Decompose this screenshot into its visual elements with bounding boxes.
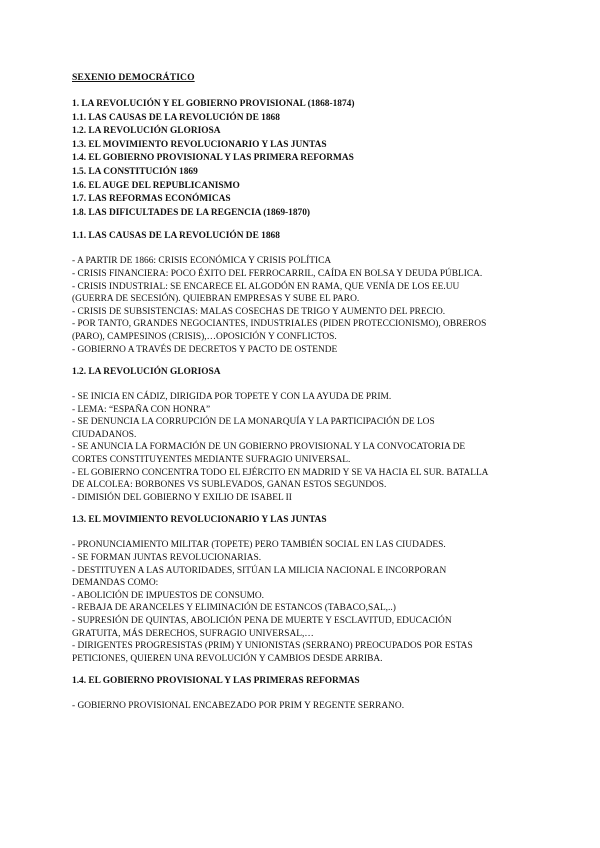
section-heading: 1.2. LA REVOLUCIÓN GLORIOSA <box>72 367 221 378</box>
bullet-line: DEMANDAS COMO: <box>72 578 159 589</box>
toc-item: 1.6. EL AUGE DEL REPUBLICANISMO <box>72 180 240 191</box>
bullet-item <box>72 539 532 552</box>
bullet-line: CORTES CONSTITUYENTES MEDIANTE SUFRAGIO UNIVERSAL. <box>72 455 351 466</box>
bullet-line: - CRISIS INDUSTRIAL: SE ENCARECE EL ALGODÓN EN RAMA, QUE VENÍA DE LOS EE.UU <box>72 281 460 292</box>
bullet-line: (GUERRA DE SECESIÓN). QUIEBRAN EMPRESAS Y SUBE EL PARO. <box>72 294 360 305</box>
bullet-line: DE ALCOLEA: BORBONES VS SUBLEVADOS, GANAN ESTOS SEGUNDOS. <box>72 480 387 491</box>
bullet-item <box>72 281 532 306</box>
toc-item: 1.5. LA CONSTITUCIÓN 1869 <box>72 166 198 177</box>
bullet-item <box>72 391 532 404</box>
bullet-line: - SE FORMAN JUNTAS REVOLUCIONARIAS. <box>72 553 262 564</box>
bullet-line: - A PARTIR DE 1866: CRISIS ECONÓMICA Y CRISIS POLÍTICA <box>72 256 332 267</box>
bullet-line: - SE DENUNCIA LA CORRUPCIÓN DE LA MONARQUÍA Y LA PARTICIPACIÓN DE LOS <box>72 417 435 428</box>
bullet-item <box>72 615 532 640</box>
document-body <box>72 230 532 713</box>
bullet-line: PETICIONES, QUIEREN UNA REVOLUCIÓN Y CAMBIOS DESDE ARRIBA. <box>72 653 383 664</box>
bullet-line: - PRONUNCIAMIENTO MILITAR (TOPETE) PERO TAMBIÉN SOCIAL EN LAS CIUDADES. <box>72 540 446 551</box>
bullet-line: - EL GOBIERNO CONCENTRA TODO EL EJÉRCITO EN MADRID Y SE VA HACIA EL SUR. BATALLA <box>72 467 489 478</box>
bullet-item <box>72 441 532 466</box>
bullet-item <box>72 565 532 590</box>
bullet-line: - POR TANTO, GRANDES NEGOCIANTES, INDUSTRIALES (PIDEN PROTECCIONISMO), OBREROS <box>72 319 487 330</box>
bullet-line: - CRISIS FINANCIERA: POCO ÉXITO DEL FERROCARRIL, CAÍDA EN BOLSA Y DEUDA PÚBLICA. <box>72 268 483 279</box>
bullet-line: - REBAJA DE ARANCELES Y ELIMINACIÓN DE ESTANCOS (TABACO,SAL,..) <box>72 603 396 614</box>
section <box>72 366 532 504</box>
bullet-line: - DIMISIÓN DEL GOBIERNO Y EXILIO DE ISABEL II <box>72 492 292 503</box>
toc-item: 1.7. LAS REFORMAS ECONÓMICAS <box>72 194 231 205</box>
toc-item: 1.8. LAS DIFICULTADES DE LA REGENCIA (1869-1870) <box>72 207 311 218</box>
bullet-item <box>72 590 532 603</box>
section-heading: 1.1. LAS CAUSAS DE LA REVOLUCIÓN DE 1868 <box>72 231 280 242</box>
bullet-line: - SUPRESIÓN DE QUINTAS, ABOLICIÓN PENA DE MUERTE Y ESCLAVITUD, EDUCACIÓN <box>72 616 452 626</box>
bullet-line: GRATUITA, MÁS DERECHOS, SUFRAGIO UNIVERSAL,… <box>72 628 314 639</box>
bullet-line: - DESTITUYEN A LAS AUTORIDADES, SITÚAN LA MILICIA NACIONAL E INCORPORAN <box>72 565 447 576</box>
bullet-line: - LEMA: “ESPAÑA CON HONRA” <box>72 404 211 415</box>
section <box>72 675 532 713</box>
document-title: SEXENIO DEMOCRÁTICO <box>72 72 195 83</box>
section <box>72 230 532 356</box>
bullet-item <box>72 344 532 357</box>
bullet-item <box>72 318 532 343</box>
document-page <box>72 72 532 713</box>
bullet-item <box>72 416 532 441</box>
bullet-line: - GOBIERNO A TRAVÉS DE DECRETOS Y PACTO DE OSTENDE <box>72 344 338 355</box>
table-of-contents <box>72 98 532 220</box>
toc-item: 1.3. EL MOVIMIENTO REVOLUCIONARIO Y LAS JUNTAS <box>72 139 327 150</box>
bullet-item <box>72 492 532 505</box>
bullet-item <box>72 602 532 615</box>
bullet-item <box>72 700 532 713</box>
toc-item: 1.1. LAS CAUSAS DE LA REVOLUCIÓN DE 1868 <box>72 112 280 123</box>
bullet-line: - ABOLICIÓN DE IMPUESTOS DE CONSUMO. <box>72 590 265 601</box>
bullet-line: - SE INICIA EN CÁDIZ, DIRIGIDA POR TOPETE Y CON LA AYUDA DE PRIM. <box>72 392 392 403</box>
bullet-item <box>72 552 532 565</box>
bullet-item <box>72 467 532 492</box>
bullet-item <box>72 268 532 281</box>
toc-item: 1.2. LA REVOLUCIÓN GLORIOSA <box>72 126 221 137</box>
bullet-line: - CRISIS DE SUBSISTENCIAS: MALAS COSECHAS DE TRIGO Y AUMENTO DEL PRECIO. <box>72 306 446 317</box>
bullet-item <box>72 640 532 665</box>
bullet-item <box>72 404 532 417</box>
section-heading: 1.3. EL MOVIMIENTO REVOLUCIONARIO Y LAS JUNTAS <box>72 515 327 526</box>
bullet-line: - GOBIERNO PROVISIONAL ENCABEZADO POR PRIM Y REGENTE SERRANO. <box>72 701 405 712</box>
bullet-line: - SE ANUNCIA LA FORMACIÓN DE UN GOBIERNO PROVISIONAL Y LA CONVOCATORIA DE <box>72 442 466 453</box>
bullet-line: CIUDADANOS. <box>72 429 137 440</box>
section <box>72 514 532 665</box>
bullet-line: - DIRIGENTES PROGRESISTAS (PRIM) Y UNIONISTAS (SERRANO) PREOCUPADOS POR ESTAS <box>72 641 473 652</box>
bullet-item <box>72 306 532 319</box>
toc-item: 1.4. EL GOBIERNO PROVISIONAL Y LAS PRIMERA REFORMAS <box>72 153 354 164</box>
bullet-item <box>72 255 532 268</box>
bullet-line: (PARO), CAMPESINOS (CRISIS),…OPOSICIÓN Y CONFLICTOS. <box>72 331 337 342</box>
section-heading: 1.4. EL GOBIERNO PROVISIONAL Y LAS PRIMERAS REFORMAS <box>72 676 360 687</box>
toc-item: 1. LA REVOLUCIÓN Y EL GOBIERNO PROVISIONAL (1868-1874) <box>72 99 355 109</box>
